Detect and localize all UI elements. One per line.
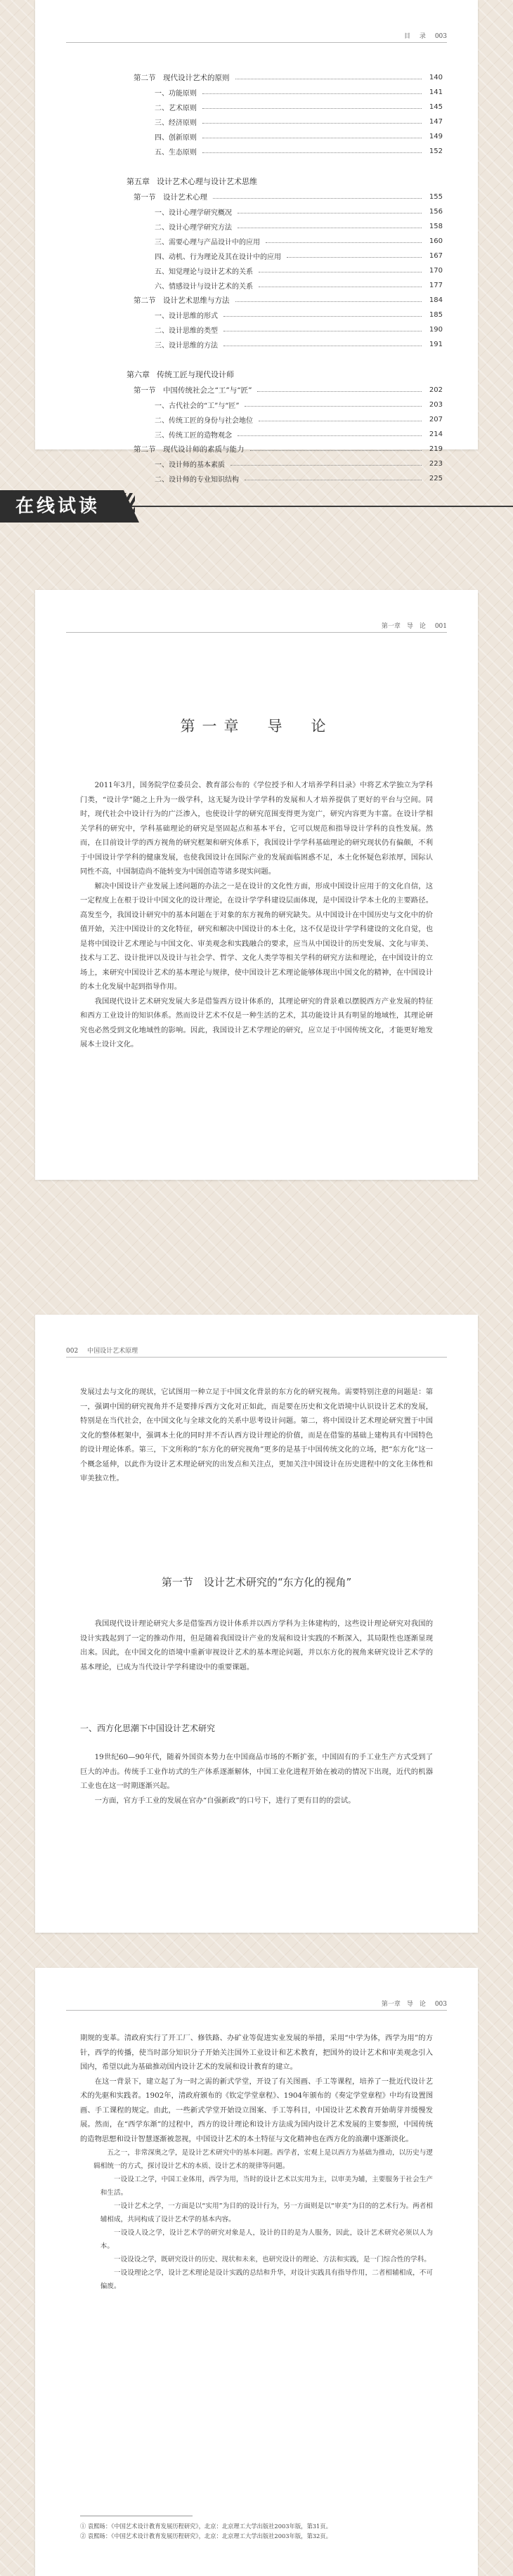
toc-item[interactable] bbox=[126, 412, 443, 427]
toc-page-number: 184 bbox=[429, 296, 443, 304]
toc-page-number: 190 bbox=[429, 326, 443, 334]
toc-page-number: 170 bbox=[429, 267, 443, 275]
header-rule bbox=[66, 42, 447, 43]
toc-item-label: 二、设计师的专业知识结构 bbox=[155, 476, 239, 484]
toc-page-number: 185 bbox=[429, 311, 443, 319]
toc-item-label: 三、传统工匠的造物观念 bbox=[155, 432, 232, 440]
quote-line: 一设设设之学，既研究设计的历史、现状和未来，也研究设计的理论、方法和实践，是一门综合性的学科。 bbox=[113, 2256, 431, 2263]
toc-item-label: 六、情感设计与设计艺术的关系 bbox=[155, 283, 253, 291]
chapter-title: 设计艺术心理与设计艺术思维 bbox=[157, 177, 257, 186]
header-left: 目 bbox=[404, 33, 411, 40]
paragraph: 我国现代设计理论研究大多是借鉴西方设计体系并以西方学科为主体建构的，这些设计理论研究对我国的设计实践起到了一定的推动作用，但是随着我国设计产业的发展和设计实践的不断深入，其局限性也逐渐显现出来。因此，在中国文化的语境中重新审视设计艺术的基本理论问题，并以东方化的视角来研究设计艺术学的基本理论，已成为当代设计学学科建设中的重要课题。 bbox=[80, 1619, 433, 1671]
header-book-title: 中国设计艺术原理 bbox=[87, 1348, 138, 1355]
toc-section[interactable] bbox=[126, 70, 443, 85]
footnote: ② 袁熙旸：《中国艺术设计教育发展历程研究》，北京：北京理工大学出版社2003年版，第32页。 bbox=[80, 2532, 332, 2539]
toc-page-number: 203 bbox=[429, 401, 443, 409]
toc-item[interactable] bbox=[126, 427, 443, 442]
header-chapter: 第一章 导 论 bbox=[381, 2001, 426, 2008]
toc-item[interactable] bbox=[126, 322, 443, 337]
toc-item-label: 二、设计思维的类型 bbox=[155, 327, 218, 335]
quote-block bbox=[80, 2146, 433, 2293]
paragraph: 19世纪60—90年代，随着外国资本势力在中国商品市场的不断扩张，中国固有的手工业生产方式受到了巨大的冲击。传统手工业作坊式的生产体系逐渐解体，中国工业化进程开始在被动的情况下出现，近代的机器工业也在这一时期逐渐兴起。 bbox=[80, 1753, 433, 1790]
toc-item[interactable] bbox=[126, 129, 443, 144]
toc-item-label: 四、创新原则 bbox=[155, 134, 197, 142]
toc-item-label: 一、古代社会的“工”与“匠” bbox=[155, 402, 240, 410]
toc-section-label: 第二节 现代设计艺术的原则 bbox=[134, 74, 230, 82]
toc-item[interactable] bbox=[126, 219, 443, 234]
quote-line: 五之一，非常深奥之学，是设计艺术研究中的基本问题。西学者，宏观上是以西方为基础为推动，以历史与逻辑相统一的方式，探讨设计艺术的本质、设计艺术的规律等问题。 bbox=[93, 2149, 433, 2170]
toc-section-label: 第二节 现代设计师的素质与能力 bbox=[134, 445, 245, 454]
toc-section[interactable] bbox=[126, 190, 443, 204]
header-rule bbox=[66, 1357, 447, 1358]
online-preview-banner bbox=[0, 475, 513, 545]
section-title: 第一节 设计艺术研究的“东方化的视角” bbox=[161, 1576, 352, 1589]
toc-page-number: 223 bbox=[429, 460, 443, 468]
toc-section[interactable] bbox=[126, 442, 443, 456]
dot-leader bbox=[245, 406, 422, 407]
dot-leader bbox=[250, 450, 422, 451]
paragraph: 我国现代设计艺术研究发展大多是借鉴西方设计体系的，其理论研究的背景难以摆脱西方产业发展的特征和西方工业设计的知识体系。然而设计艺术不仅是一种生活的艺术，其功能设计具有明显的地域性，其理论研究也必然受到文化地域性的影响。因此，我国设计艺术学理论的研究，应立足于中国传统文化，才能更好地发展本土设计文化。 bbox=[80, 997, 433, 1049]
dot-leader bbox=[223, 316, 422, 317]
dot-leader bbox=[202, 93, 422, 94]
dot-leader bbox=[213, 198, 422, 199]
toc-item-label: 三、设计思维的方法 bbox=[155, 342, 218, 350]
toc-item[interactable] bbox=[126, 278, 443, 293]
toc-item[interactable] bbox=[126, 249, 443, 263]
toc-page-number: 207 bbox=[429, 416, 443, 423]
toc-item[interactable] bbox=[126, 263, 443, 278]
dot-leader bbox=[235, 301, 422, 302]
chapter-number: 第六章 bbox=[126, 370, 150, 379]
toc-item-label: 二、艺术原则 bbox=[155, 105, 197, 112]
toc-item-label: 二、设计心理学研究方法 bbox=[155, 224, 232, 232]
paragraph: 一方面，官方手工业的发展在官办“自强新政”的口号下，进行了更有目的的尝试。 bbox=[94, 1796, 356, 1805]
banner-stripes bbox=[117, 493, 135, 520]
running-header bbox=[397, 31, 447, 40]
toc-item-label: 一、设计思维的形式 bbox=[155, 313, 218, 320]
toc-item-label: 一、设计心理学研究概况 bbox=[155, 209, 232, 217]
toc-page-number: 158 bbox=[429, 223, 443, 230]
body-text bbox=[80, 1385, 433, 1486]
running-header bbox=[375, 621, 447, 630]
quote-line: 一设计艺术之学，一方面是以“实用”为目的的设计行为，另一方面则是以“审美”为目的的艺术行为。两者相辅相成，共同构成了设计艺术学的基本内容。 bbox=[100, 2202, 433, 2223]
toc-item[interactable] bbox=[126, 337, 443, 352]
preview-page-2 bbox=[35, 1315, 478, 1933]
toc-item[interactable] bbox=[126, 456, 443, 471]
dot-leader bbox=[257, 391, 422, 392]
toc-page-number: 177 bbox=[429, 282, 443, 289]
body-text bbox=[80, 1750, 433, 1808]
footnotes bbox=[80, 2521, 433, 2541]
paragraph: 期规的变革。清政府实行了开工厂、修铁路、办矿业等促进实业发展的举措，采用“中学为体，西学为用”的方针，西学的传播，使当时部分知识分子开始关注国外工业设计和艺术教育，把国外的设计艺术和审美观念引入国内，希望以此为基础推动国内设计艺术的发展和设计教育的建立。 bbox=[80, 2034, 433, 2071]
header-page-number: 001 bbox=[434, 623, 447, 630]
preview-page-3 bbox=[35, 1968, 478, 2576]
running-header bbox=[66, 1346, 138, 1355]
chapter-title: 第一章 导 论 bbox=[180, 718, 333, 735]
toc-page-number: 202 bbox=[429, 386, 443, 394]
toc-page-number: 140 bbox=[429, 74, 443, 81]
toc-item[interactable] bbox=[126, 114, 443, 129]
toc-page-number: 141 bbox=[429, 88, 443, 96]
toc-item-label: 二、传统工匠的身份与社会地位 bbox=[155, 417, 253, 425]
toc-section[interactable] bbox=[126, 383, 443, 397]
preview-page-1 bbox=[35, 590, 478, 1180]
toc-section[interactable] bbox=[126, 293, 443, 308]
header-page-number: 002 bbox=[66, 1348, 79, 1355]
toc-page-number: 191 bbox=[429, 341, 443, 348]
toc-section-label: 第一节 设计艺术心理 bbox=[134, 193, 207, 202]
header-mid: 录 bbox=[419, 33, 426, 40]
toc-item-label: 四、动机、行为理论及其在设计中的应用 bbox=[155, 254, 281, 261]
toc-page-number: 225 bbox=[429, 475, 443, 482]
quote-line: 一设设工之学，中国工业体用，西学为用，当时的设计艺术以实用为主，以审美为辅，主要服务于社会生产和生活。 bbox=[100, 2176, 433, 2197]
toc-item[interactable] bbox=[126, 308, 443, 322]
dot-leader bbox=[202, 152, 422, 153]
running-header bbox=[375, 1999, 447, 2008]
toc-page-number: 219 bbox=[429, 445, 443, 453]
toc-chapter[interactable] bbox=[126, 174, 443, 190]
header-page-number: 003 bbox=[434, 33, 447, 40]
body-text bbox=[80, 1617, 433, 1674]
paragraph: 在这一背景下，建立起了为一时之需的新式学堂，开设了有关图画、手工等课程，培养了一批近代设计艺术的先驱和实践者。1902年，清政府颁布的《钦定学堂章程》、1904年颁布的《奏定学堂章程》中均有设置图画、手工课程的规定。由此，一些新式学堂开始设立图案、手工等科目，中国设计艺术教育开始萌芽并缓慢发展。然而，在“西学东渐”的过程中，西方的设计理论和设计方法成为国内设计艺术发展的主要参照，中国传统的造物思想和设计智慧逐渐被忽视，中国设计艺术的本土特征与文化精神也在西方化的浪潮中逐渐淡化。 bbox=[80, 2077, 433, 2143]
header-rule bbox=[66, 632, 447, 633]
body-text bbox=[80, 778, 433, 1052]
toc-item-label: 三、经济原则 bbox=[155, 119, 197, 127]
header-chapter: 第一章 导 论 bbox=[381, 623, 426, 630]
toc-page-number: 147 bbox=[429, 118, 443, 126]
chapter-number: 第五章 bbox=[126, 177, 150, 186]
toc-item-label: 五、生态原则 bbox=[155, 149, 197, 157]
toc-page-number: 214 bbox=[429, 431, 443, 438]
toc-section-label: 第一节 中国传统社会之“工”与“匠” bbox=[134, 386, 252, 395]
toc-page bbox=[35, 0, 478, 484]
quote-line: 一设设理论之学，设计艺术理论是设计实践的总结和升华，对设计实践具有指导作用，二者相辅相成，不可偏废。 bbox=[100, 2269, 433, 2290]
toc-item[interactable] bbox=[126, 85, 443, 100]
toc-page-number: 156 bbox=[429, 208, 443, 216]
toc-item-label: 五、知觉理论与设计艺术的关系 bbox=[155, 268, 253, 276]
toc-page-number: 152 bbox=[429, 147, 443, 155]
toc-page-number: 155 bbox=[429, 193, 443, 201]
dot-leader bbox=[230, 465, 422, 466]
toc-item-label: 一、功能原则 bbox=[155, 90, 197, 98]
toc-page-number: 167 bbox=[429, 252, 443, 260]
dot-leader bbox=[202, 108, 422, 109]
dot-leader bbox=[266, 242, 422, 243]
dot-leader bbox=[202, 123, 422, 124]
banner-label: 在线试读 bbox=[0, 490, 124, 523]
toc-item[interactable] bbox=[126, 397, 443, 412]
paragraph: 发展过去与文化的现状，它试图用一种立足于中国文化背景的东方化的研究视角。需要特别注意的问题是：第一，强调中国的研究视角并不是要排斥西方文化对正如此，而是要在历史和文化语境中认识设计艺术的发展，特别是在当代社会，在中国文化与全球文化的关系中思考设计问题。第二，将中国设计艺术理论研究置于中国文化的整体框架中，强调本土化的同时并不否认西方设计理论的价值，而是在借鉴的基础上建构具有中国特色的设计理论体系。第三，下文所称的“东方化的研究视角”更多的是基于中国传统文化的立场，把“东方化”这一个概念延伸，以此作为设计艺术理论研究的出发点和关注点，更加关注中国设计在历史进程中的文化主体性和审美独立性。 bbox=[80, 1388, 433, 1483]
table-of-contents bbox=[126, 70, 443, 486]
toc-item[interactable] bbox=[126, 204, 443, 219]
toc-page-number: 160 bbox=[429, 237, 443, 245]
paragraph: 解决中国设计产业发展上述问题的办法之一是在设计的文化性方面，形成中国设计应用于的文化自信，这一定程度上在根于设计中国文化的设计理论，在设计学学科建设层面体现，是中国设计学本土化的主要路径。高发至今，我国设计研究中的基本问题在于对象的东方视角的研究缺失。从中国设计在中国历史与文化中的价值开始，关注中国设计的文化特征，研究和解决中国设计的本土化，这不仅是设计学学科建设的文化自觉，也是将中国设计艺术理论与中国文化、审美观念和实践融合的要求，应当从中国设计的历史发展、文化与审美、技术与工艺、设计批评以及设计与社会学、哲学、文化人类学等相关学科的研究方法和理论，在中国设计的立场上，来研究中国设计艺术的基本理论与规律，使中国设计艺术理论能够体现出中国文化的精神，在中国设计的本土化发展中起到指导作用。 bbox=[80, 881, 433, 991]
chapter-title: 传统工匠与现代设计师 bbox=[157, 370, 234, 379]
toc-item[interactable] bbox=[126, 144, 443, 159]
toc-item-label: 一、设计师的基本素质 bbox=[155, 461, 225, 469]
toc-item[interactable] bbox=[126, 100, 443, 114]
toc-page-number: 145 bbox=[429, 103, 443, 111]
paragraph: 2011年3月，国务院学位委员会、教育部公布的《学位授予和人才培养学科目录》中将艺术学独立为学科门类，“设计学”随之上升为一级学科，这无疑为设计学学科的发展和人才培养提供了更好的平台与空间。同时，现代社会中设计行为的广泛渗入，也使设计学的研究范围变得更为宽广，研究内容更为丰富。在设计学相关学科的研究中，学科基础理论的研究是坚固起点和基本平台，它可以规范和指导设计学科的良性发展。然而，在目前设计学的西方视角的研究框架和研究体系下，我国设计学学科基础理论的研究现状仍有偏颇，不利于中国设计学学科的健康发展，也使我国设计在国际产业的发展面临困惑不足，本土化怀疑色彩浓厚，国际认同性不高，中国制造尚不能转变为中国创造等诸多现实问题。 bbox=[80, 781, 433, 876]
toc-chapter[interactable] bbox=[126, 367, 443, 383]
toc-item[interactable] bbox=[126, 234, 443, 249]
header-page-number: 003 bbox=[434, 2001, 447, 2008]
toc-page-number: 149 bbox=[429, 133, 443, 140]
footnote: ① 袁熙旸：《中国艺术设计教育发展历程研究》，北京：北京理工大学出版社2003年版，第31页。 bbox=[80, 2523, 332, 2530]
body-text bbox=[80, 2031, 433, 2293]
dot-leader bbox=[238, 435, 422, 436]
header-rule bbox=[66, 2010, 447, 2011]
quote-line: 一设设人设之学，设计艺术学的研究对象是人，设计的目的是为人服务，因此，设计艺术研究必须以人为本。 bbox=[100, 2229, 433, 2250]
dot-leader bbox=[287, 257, 422, 258]
sub-heading: 一、西方化思潮下中国设计艺术研究 bbox=[80, 1723, 216, 1733]
toc-section-label: 第二节 设计艺术思维与方法 bbox=[134, 296, 230, 305]
toc-item-label: 三、需要心理与产品设计中的应用 bbox=[155, 239, 260, 247]
